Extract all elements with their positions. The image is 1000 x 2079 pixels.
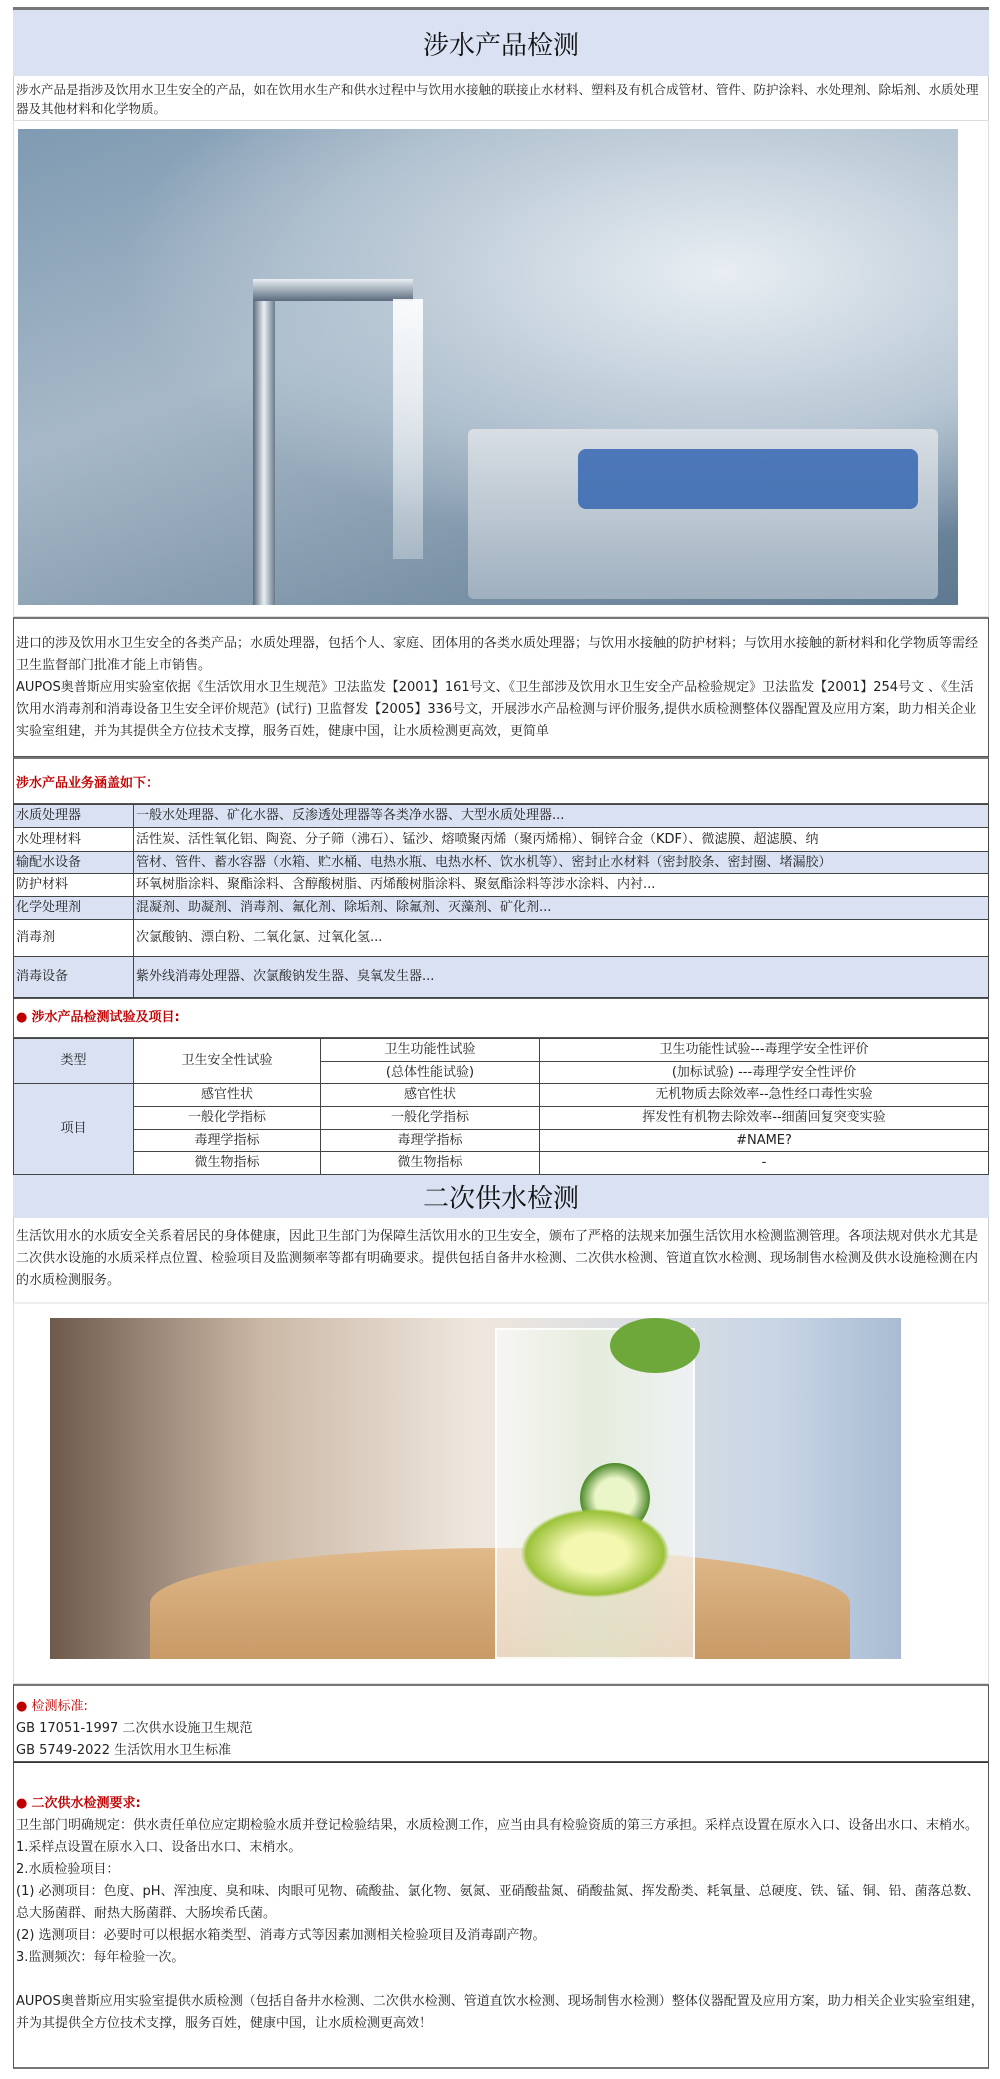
section2-intro: 生活饮用水的水质安全关系着居民的身体健康，因此卫生部门为保障生活饮用水的卫生安全，颁布了严格的法规来加强生活饮用水检测监测管理。各项法规对供水尤其是二次供水设施的水质采样点位置、检验项目及监测频率等都有明确要求。提供包括自备井水检测、二次供水检测、管道直饮水检测、现场制售水检测及供水设施检测在内的水质检测服务。 [13, 1218, 989, 1302]
table-row [14, 1152, 989, 1175]
cell: 一般化学指标 [134, 1107, 321, 1130]
standards-heading: 检测标准: [31, 1699, 88, 1715]
category-items: 次氯酸钠、漂白粉、二氧化氯、过氧化氢... [134, 920, 989, 957]
cell: 微生物指标 [321, 1152, 540, 1175]
requirements-box [13, 1762, 989, 2069]
cell: 卫生安全性试验 [134, 1039, 321, 1084]
standard-item: GB 17051-1997 二次供水设施卫生规范 [16, 1721, 253, 1737]
cell: 感官性状 [321, 1084, 540, 1107]
category-name: 化学处理剂 [14, 897, 134, 920]
table-row [14, 828, 989, 852]
bullet-icon: ● [16, 1796, 28, 1812]
page [13, 7, 989, 2069]
requirement-line: (2) 选测项目：必要时可以根据水箱类型、消毒方式等因素加测相关检验项目及消毒副产物。 [16, 1928, 546, 1944]
table-row [14, 920, 989, 957]
type-label: 类型 [14, 1039, 134, 1084]
category-items: 管材、管件、蓄水容器（水箱、贮水桶、电热水瓶、电热水杯、饮水机等）、密封止水材料（密封胶条、密封圈、堵漏胶） [134, 852, 989, 874]
cell: #NAME? [540, 1129, 989, 1152]
section1-intro: 涉水产品是指涉及饮用水卫生安全的产品，如在饮用水生产和供水过程中与饮用水接触的联接止水材料、塑料及有机合成管材、管件、防护涂料、水处理剂、除垢剂、水质处理器及其他材料和化学物质。 [13, 76, 989, 120]
cell: 挥发性有机物去除效率--细菌回复突变实验 [540, 1107, 989, 1130]
category-items: 紫外线消毒处理器、次氯酸钠发生器、臭氧发生器... [134, 957, 989, 998]
requirement-line: (1) 必测项目：色度、pH、浑浊度、臭和味、肉眼可见物、硫酸盐、氯化物、氨氮、亚硝酸盐氮、硝酸盐氮、挥发酚类、耗氧量、总硬度、铁、锰、铜、铅、菌落总数、总大肠菌群、耐热大肠菌群、大肠埃希氏菌。 [16, 1884, 980, 1922]
section1-title: 涉水产品检测 [13, 7, 989, 76]
table-row [14, 874, 989, 897]
cell: 感官性状 [134, 1084, 321, 1107]
category-items: 环氧树脂涂料、聚酯涂料、含醇酸树脂、丙烯酸树脂涂料、聚氨酯涂料等涉水涂料、内衬... [134, 874, 989, 897]
cell: 毒理学指标 [134, 1129, 321, 1152]
tests-heading-row [13, 998, 989, 1038]
requirement-line: 卫生部门明确规定：供水责任单位应定期检验水质并登记检验结果，水质检测工作，应当由具有检验资质的第三方承担。采样点设置在原水入口、设备出水口、末梢水。 [16, 1818, 979, 1834]
category-name: 防护材料 [14, 874, 134, 897]
body-paragraph-1: 进口的涉及饮用水卫生安全的各类产品；水质处理器，包括个人、家庭、团体用的各类水质处理器；与饮用水接触的防护材料；与饮用水接触的新材料和化学物质等需经卫生监督部门批准才能上市销售。 [16, 636, 979, 673]
category-items: 混凝剂、助凝剂、消毒剂、氟化剂、除垢剂、除氟剂、灭藻剂、矿化剂... [134, 897, 989, 920]
cell: 卫生功能性试验---毒理学安全性评价 [540, 1039, 989, 1062]
requirement-line: 1.采样点设置在原水入口、设备出水口、末梢水。 [16, 1840, 302, 1856]
cell: 一般化学指标 [321, 1107, 540, 1130]
cell: 卫生功能性试验 [321, 1039, 540, 1062]
table-row [14, 897, 989, 920]
requirements-heading: 二次供水检测要求: [31, 1796, 141, 1812]
table-row [14, 852, 989, 874]
bullet-icon: ● [16, 1699, 28, 1715]
section1-body [13, 617, 989, 757]
category-items: 一般水处理器、矿化水器、反渗透处理器等各类净水器、大型水质处理器... [134, 805, 989, 828]
table-row [14, 805, 989, 828]
standards-box [13, 1684, 989, 1762]
category-name: 水处理材料 [14, 828, 134, 852]
closing-paragraph: AUPOS奥普斯应用实验室提供水质检测（包括自备井水检测、二次供水检测、管道直饮水检测、现场制售水检测）整体仪器配置及应用方案，助力相关企业实验室组建，并为其提供全方位技术支撑，服务百姓，健康中国，让水质检测更高效！ [16, 1994, 984, 2032]
section2-title: 二次供水检测 [13, 1175, 989, 1218]
tests-heading: 涉水产品检测试验及项目: [31, 1010, 180, 1025]
category-items: 活性炭、活性氧化铝、陶瓷、分子筛（沸石）、锰沙、熔喷聚丙烯（聚丙烯棉）、铜锌合金（KDF）、微滤膜、超滤膜、纳 [134, 828, 989, 852]
faucet-water-image [18, 129, 958, 605]
tests-table [13, 1038, 989, 1175]
table-row [14, 957, 989, 998]
category-name: 输配水设备 [14, 852, 134, 874]
cell: 无机物质去除效率--急性经口毒性实验 [540, 1084, 989, 1107]
scope-heading: 涉水产品业务涵盖如下： [13, 757, 989, 804]
category-name: 水质处理器 [14, 805, 134, 828]
requirement-line: 2.水质检验项目： [16, 1862, 120, 1878]
drink-image-container [13, 1302, 989, 1684]
body-paragraph-2: AUPOS奥普斯应用实验室依据《生活饮用水卫生规范》卫法监发【2001】161号文、《卫生部涉及饮用水卫生安全产品检验规定》卫法监发【2001】254号文 、《生活饮用水消毒剂和消毒设备卫生安全评价规范》(试行) 卫监督发【2005】336号文，开展涉水产品检测与评价服务,提供水质检测整体仪器配置及应用方案，助力相关企业实验室组建，并为其提供全方位技术支撑，服务百姓，健康中国，让水质检测更高效，更简单 [16, 680, 977, 739]
table-row [14, 1039, 989, 1062]
category-name: 消毒剂 [14, 920, 134, 957]
bullet-icon: ● [16, 1010, 28, 1025]
cell: (加标试验) ---毒理学安全性评价 [540, 1061, 989, 1084]
cell: 微生物指标 [134, 1152, 321, 1175]
table-row [14, 1107, 989, 1130]
standard-item: GB 5749-2022 生活饮用水卫生标准 [16, 1743, 232, 1759]
requirement-line: 3.监测频次：每年检验一次。 [16, 1950, 185, 1966]
cell: 毒理学指标 [321, 1129, 540, 1152]
category-name: 消毒设备 [14, 957, 134, 998]
items-label: 项目 [14, 1084, 134, 1175]
cell: (总体性能试验) [321, 1061, 540, 1084]
table-row [14, 1129, 989, 1152]
cell: - [540, 1152, 989, 1175]
scope-table [13, 804, 989, 998]
faucet-image-container [13, 120, 989, 617]
cucumber-drink-image [50, 1318, 901, 1659]
table-row [14, 1084, 989, 1107]
